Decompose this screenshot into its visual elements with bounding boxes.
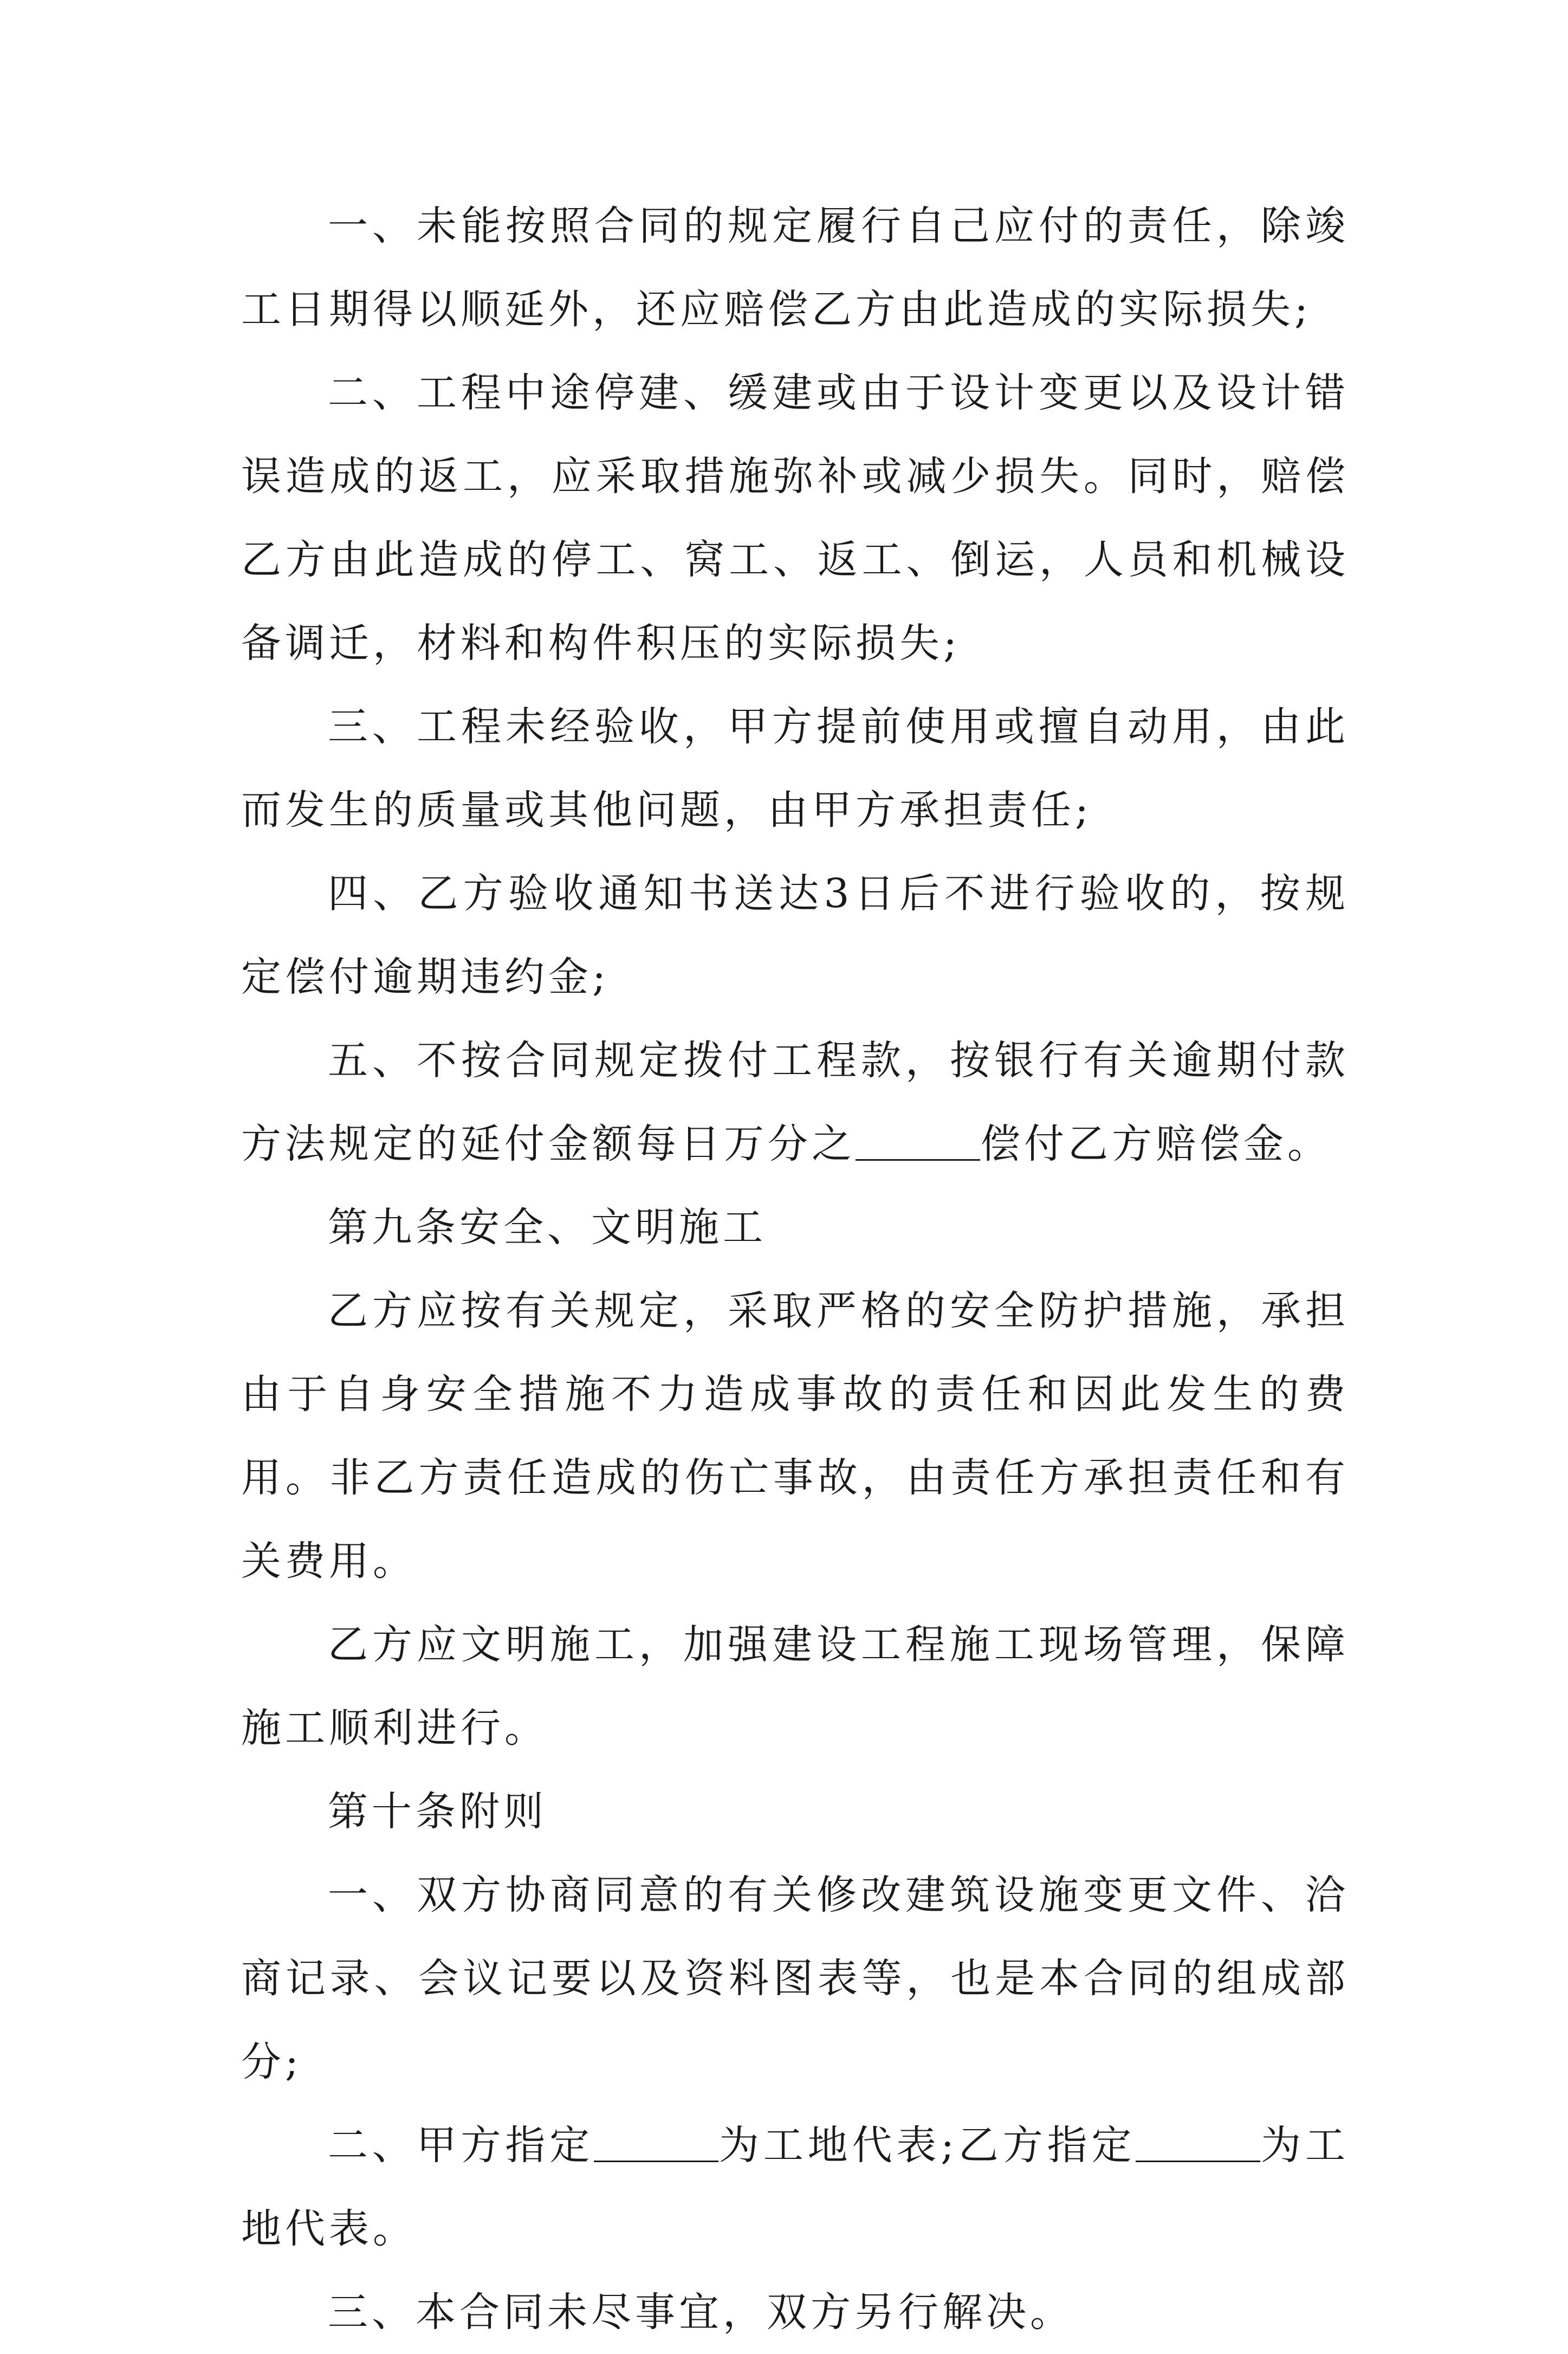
section-heading-article-10: 第十条附则 bbox=[328, 1788, 547, 1835]
clause-paragraph-1: 一、未能按照合同的规定履行自己应付的责任，除竣工日期得以顺延外，还应赔偿乙方由此造成的实际损失; bbox=[241, 203, 1349, 333]
clause-paragraph-5 bbox=[241, 1019, 1349, 1186]
clause-5-text-after: 偿付乙方赔偿金。 bbox=[980, 1121, 1331, 1167]
fill-in-blank-party-b-rep bbox=[1136, 2120, 1260, 2162]
appendix-2-text-3: 为工地代表。 bbox=[241, 2122, 1350, 2252]
clause-paragraph-2: 二、工程中途停建、缓建或由于设计变更以及设计错误造成的返工，应采取措施弥补或减少损失。同时，赔偿乙方由此造成的停工、窝工、返工、倒运，人员和机械设备调迁，材料和构件积压的实际损失; bbox=[241, 370, 1349, 667]
fill-in-blank-rate bbox=[856, 1119, 980, 1161]
safety-paragraph-1: 乙方应按有关规定，采取严格的安全防护措施，承担由于自身安全措施不力造成事故的责任和因此发生的费用。非乙方责任造成的伤亡事故，由责任方承担责任和有关费用。 bbox=[241, 1288, 1349, 1585]
clause-5-text-before: 五、不按合同规定拨付工程款，按银行有关逾期付款方法规定的延付金额每日万分之 bbox=[241, 1037, 1349, 1167]
appendix-2-text-2: 为工地代表;乙方指定 bbox=[718, 2122, 1136, 2169]
safety-paragraph-2: 乙方应文明施工，加强建设工程施工现场管理，保障施工顺利进行。 bbox=[241, 1621, 1349, 1751]
document-body bbox=[241, 184, 1349, 2354]
appendix-paragraph-2 bbox=[241, 2104, 1349, 2271]
appendix-paragraph-1: 一、双方协商同意的有关修改建筑设施变更文件、洽商记录、会议记要以及资料图表等，也是本合同的组成部分; bbox=[241, 1872, 1349, 2085]
appendix-2-text-1: 二、甲方指定 bbox=[328, 2122, 594, 2169]
clause-paragraph-4: 四、乙方验收通知书送达3日后不进行验收的，按规定偿付逾期违约金; bbox=[241, 870, 1349, 1000]
fill-in-blank-party-a-rep bbox=[594, 2120, 718, 2162]
section-heading-article-9: 第九条安全、文明施工 bbox=[328, 1204, 767, 1251]
clause-paragraph-3: 三、工程未经验收，甲方提前使用或擅自动用，由此而发生的质量或其他问题，由甲方承担责任; bbox=[241, 703, 1349, 833]
appendix-paragraph-3: 三、本合同未尽事宜，双方另行解决。 bbox=[328, 2289, 1074, 2336]
